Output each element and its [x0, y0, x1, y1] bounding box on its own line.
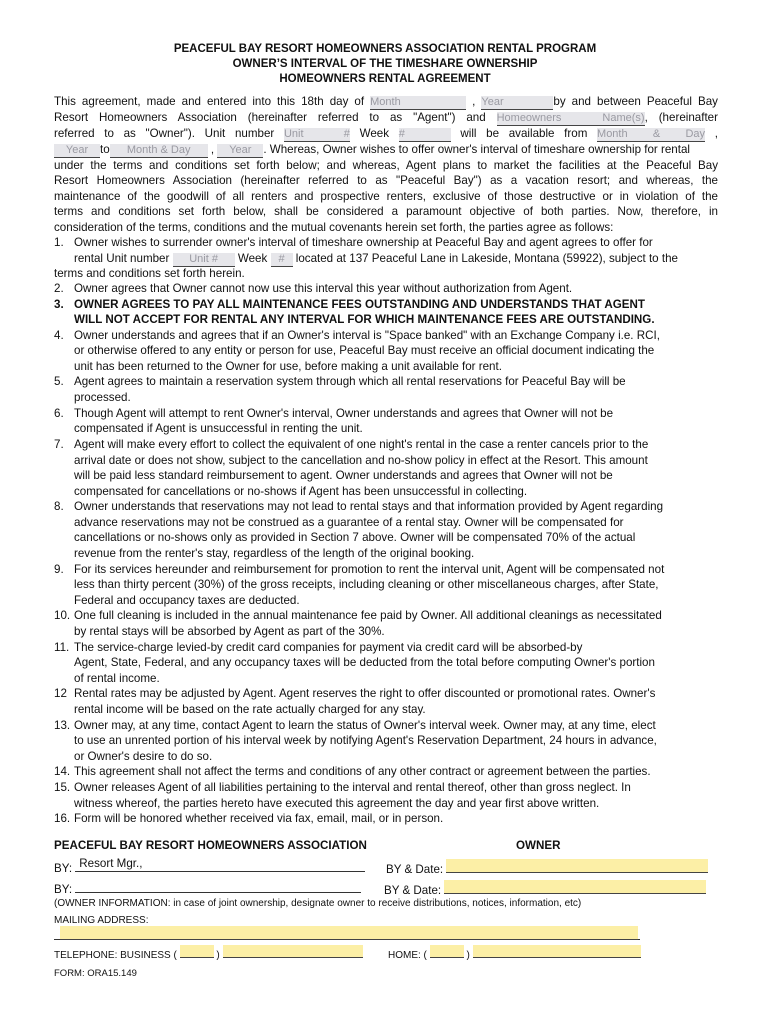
owner-name-field[interactable]: Homeowners Name(s)	[496, 112, 645, 124]
from-year-field[interactable]: Year	[54, 144, 100, 158]
item-2-line-1: Owner agrees that Owner cannot now use this interval this year without authorization from Agent.	[74, 282, 573, 295]
by-label: BY:	[54, 862, 73, 875]
item-14-line-1: This agreement shall not affect the terms and conditions of any other contract or agreement between the parties.	[74, 765, 651, 778]
item-13-line-1: Owner may, at any time, contact Agent to learn the status of Owner's interval week. Owner may, at any time, elect	[74, 719, 656, 732]
mailing-address-field[interactable]	[60, 926, 638, 940]
item-number: 7.	[54, 438, 64, 451]
item-15-line-2: witness whereof, the parties hereto have executed this agreement the day and year first above written.	[74, 797, 600, 810]
rental-week-field[interactable]: #	[271, 253, 293, 267]
item-number: 4.	[54, 329, 64, 342]
business-area-code-field[interactable]	[180, 945, 214, 958]
rental-unit-field[interactable]: Unit #	[173, 253, 235, 267]
form-number: FORM: ORA15.149	[54, 968, 137, 979]
intro-text: This agreement, made and entered into this 18th day of	[54, 95, 365, 108]
telephone-business-label: TELEPHONE: BUSINESS (	[54, 950, 177, 961]
item-number: 14.	[54, 765, 71, 778]
item-4-line-3: unit has been returned to the Owner for use, before making a unit available for rent.	[74, 360, 502, 373]
item-7-line-1: Agent will make every effort to collect the equivalent of one night's rental in the case a renter cancels prior to the	[74, 438, 649, 451]
intro-text: . Whereas, Owner wishes to offer owner's interval of timeshare ownership for rental	[263, 143, 690, 156]
intro-line-2	[54, 110, 718, 126]
association-heading: PEACEFUL BAY RESORT HOMEOWNERS ASSOCIATION	[54, 839, 367, 852]
owner-by-date-1	[386, 859, 708, 877]
intro-text: , (hereinafter	[644, 111, 718, 124]
association-signature-field-1[interactable]	[75, 859, 365, 872]
item-1-line-2	[74, 251, 718, 267]
item-number: 6.	[54, 407, 64, 420]
telephone-business	[54, 945, 363, 963]
item-number: 10.	[54, 609, 71, 622]
year-field[interactable]: Year	[481, 96, 553, 110]
business-phone-field[interactable]	[223, 945, 363, 958]
item-number: 13.	[54, 719, 71, 732]
intro-line-3: referred to as "Owner"). Unit number Unit # Week # will be available from Month & Day ,	[54, 127, 718, 140]
by-label: BY:	[54, 883, 73, 896]
item-4-line-1: Owner understands and agrees that if an Owner's interval is "Space banked" with an Exchange Company i.e. RCI,	[74, 329, 660, 342]
owner-signature-date-field-1[interactable]	[446, 859, 708, 873]
mailing-address-label: MAILING ADDRESS:	[54, 915, 149, 926]
item-5-line-2: processed.	[74, 391, 131, 404]
by-date-label: BY & Date:	[386, 863, 444, 876]
paren: )	[216, 950, 220, 961]
item-15-line-1: Owner releases Agent of all liabilities pertaining to the interval and rental thereof, other than gross neglect. In	[74, 781, 631, 794]
item-text: located at 137 Peaceful Lane in Lakeside, Montana (59922), subject to the	[295, 252, 678, 265]
item-number: 8.	[54, 500, 64, 513]
item-number: 15.	[54, 781, 71, 794]
intro-line-5: under the terms and conditions set forth below; and whereas, Agent plans to market the facilities at the Peaceful Bay	[54, 159, 718, 172]
item-number: 16.	[54, 812, 71, 825]
item-12-line-2: rental income will be based on the rate actually charged for any stay.	[74, 703, 426, 716]
owner-information-note: (OWNER INFORMATION: in case of joint ownership, designate owner to receive distributions, notices, information, etc)	[54, 898, 582, 909]
item-number: 11.	[54, 641, 70, 654]
item-5-line-1: Agent agrees to maintain a reservation system through which all rental reservations for Peaceful Bay will be	[74, 375, 626, 388]
intro-text: will be available from	[460, 127, 588, 140]
item-13-line-2: to use an unrented portion of his interval week by notifying Agent's Reservation Department, 24 hours in advance,	[74, 734, 657, 747]
intro-line-6: Resort Homeowners Association (hereinafter referred to as "Peaceful Bay") as a vacation resort; and whereas, the	[54, 174, 718, 187]
owner-signature-date-field-2[interactable]	[444, 880, 706, 894]
item-8-line-1: Owner understands that reservations may not lead to rental stays and that information provided by Agent regarding	[74, 500, 664, 513]
resort-manager-text: Resort Mgr.,	[79, 857, 143, 870]
item-16-line-1: Form will be honored whether received via fax, email, mail, or in person.	[74, 812, 444, 825]
item-1-line-3: terms and conditions set forth herein.	[54, 267, 245, 280]
home-phone-field[interactable]	[473, 945, 641, 958]
item-3-line-1: OWNER AGREES TO PAY ALL MAINTENANCE FEES OUTSTANDING AND UNDERSTANDS THAT AGENT	[74, 298, 645, 311]
item-9-line-2: less than thirty percent (30%) of the gross receipts, including cleaning or other miscellaneous charges, after State,	[74, 578, 659, 591]
intro-text: Resort Homeowners Association (hereinafter referred to as "Agent") and	[54, 111, 486, 124]
item-text: rental Unit number	[74, 252, 170, 265]
item-11-line-3: of rental income.	[74, 672, 160, 685]
item-number: 3.	[54, 298, 64, 311]
intro-line-4: Year to Month & Day , Year . Whereas, Owner wishes to offer owner's interval of timeshare ownership for rental	[54, 142, 718, 158]
intro-line-7: maintenance of the goodwill of all renters and prospective renters, exclusive of those destructive or in violation of the	[54, 190, 718, 203]
unit-number-field[interactable]: Unit #	[283, 128, 350, 140]
item-number: 1.	[54, 236, 64, 249]
item-text: Week	[237, 252, 268, 265]
item-11-line-1: The service-charge levied-by credit card companies for payment via credit card will be absorbed-by	[74, 641, 583, 654]
week-field[interactable]: #	[399, 128, 451, 142]
item-10-line-1: One full cleaning is included in the annual maintenance fee paid by Owner. All additional cleanings as necessitated	[74, 609, 662, 622]
home-area-code-field[interactable]	[430, 945, 464, 958]
by-line-2	[54, 880, 361, 897]
item-8-line-2: advance reservations may not be construed as a guarantee of a rental stay. Owner will be compensated for	[74, 516, 624, 529]
intro-text: to	[100, 143, 110, 156]
item-3-line-2: WILL NOT ACCEPT FOR RENTAL ANY INTERVAL FOR WHICH MAINTENANCE FEES ARE OUTSTANDING.	[74, 313, 655, 326]
item-8-line-3: cancellations or no-shows only as provided in Section 7 above. Owner will be compensated 70% of the actual	[74, 531, 636, 544]
to-year-field[interactable]: Year	[217, 144, 263, 158]
item-number: 9.	[54, 563, 64, 576]
association-signature-field-2[interactable]	[75, 880, 361, 893]
item-1-line-1: Owner wishes to surrender owner's interval of timeshare ownership at Peaceful Bay and agent agrees to offer for	[74, 236, 653, 249]
item-9-line-1: For its services hereunder and reimbursement for promotion to rent the interval unit, Agent will be compensated not	[74, 563, 665, 576]
owner-heading: OWNER	[516, 839, 561, 852]
item-13-line-3: or Owner's desire to do so.	[74, 750, 213, 763]
mailing-address-underline	[54, 926, 640, 940]
intro-text: referred to as "Owner"). Unit number	[54, 127, 275, 140]
from-date-field[interactable]: Month & Day	[597, 128, 706, 140]
title-line-1: PEACEFUL BAY RESORT HOMEOWNERS ASSOCIATION RENTAL PROGRAM	[173, 43, 597, 55]
home-label: HOME: (	[388, 950, 427, 961]
title-line-2: OWNER’S INTERVAL OF THE TIMESHARE OWNERSHIP	[232, 58, 538, 70]
item-number: 12	[54, 687, 67, 700]
intro-text: Week	[359, 127, 390, 140]
item-12-line-1: Rental rates may be adjusted by Agent. Agent reserves the right to offer discounted or promotional rates. Owner's	[74, 687, 656, 700]
intro-line-9: consideration of the terms, conditions and the mutual covenants herein set forth, the parties agree as follows:	[54, 221, 614, 234]
item-7-line-4: compensated for cancellations or no-shows if Agent has been unsuccessful in collecting.	[74, 485, 528, 498]
item-9-line-3: Federal and occupancy taxes are deducted.	[74, 594, 300, 607]
by-date-label: BY & Date:	[384, 884, 442, 897]
item-4-line-2: or otherwise offered to any entity or person for use, Peaceful Bay must receive an official document indicating the	[74, 344, 655, 357]
month-field[interactable]: Month	[370, 96, 466, 110]
item-number: 2.	[54, 282, 64, 295]
item-number: 5.	[54, 375, 64, 388]
item-7-line-2: arrival date or does not show, subject to the cancellation and no-show policy in effect at the Resort. This amount	[74, 454, 648, 467]
paren: )	[466, 950, 470, 961]
title-line-3: HOMEOWNERS RENTAL AGREEMENT	[279, 73, 491, 85]
intro-text: by and between Peaceful Bay	[553, 95, 718, 108]
item-7-line-3: will be paid less standard reimbursement to agent. Owner understands and agrees that Owner will not be	[74, 469, 613, 482]
item-6-line-2: compensated if Agent is unsuccessful in renting the unit.	[74, 422, 363, 435]
by-line-1	[54, 859, 365, 876]
intro-line-8: terms and conditions set forth below, shall be considered a paramount objective of both parties. Now, therefore, in	[54, 205, 718, 218]
item-6-line-1: Though Agent will attempt to rent Owner's interval, Owner understands and agrees that Owner will not be	[74, 407, 614, 420]
intro-line-1: This agreement, made and entered into this 18th day of Month , Year by and between Peaceful Bay	[54, 95, 718, 108]
to-date-field[interactable]: Month & Day	[110, 144, 208, 158]
item-10-line-2: by rental stays will be absorbed by Agent as part of the 30%.	[74, 625, 385, 638]
telephone-home	[388, 945, 641, 963]
item-8-line-4: revenue from the renter's stay, regardless of the length of the original booking.	[74, 547, 475, 560]
item-11-line-2: Agent, State, Federal, and any occupancy taxes will be deducted from the total before computing Owner's portion	[74, 656, 655, 669]
